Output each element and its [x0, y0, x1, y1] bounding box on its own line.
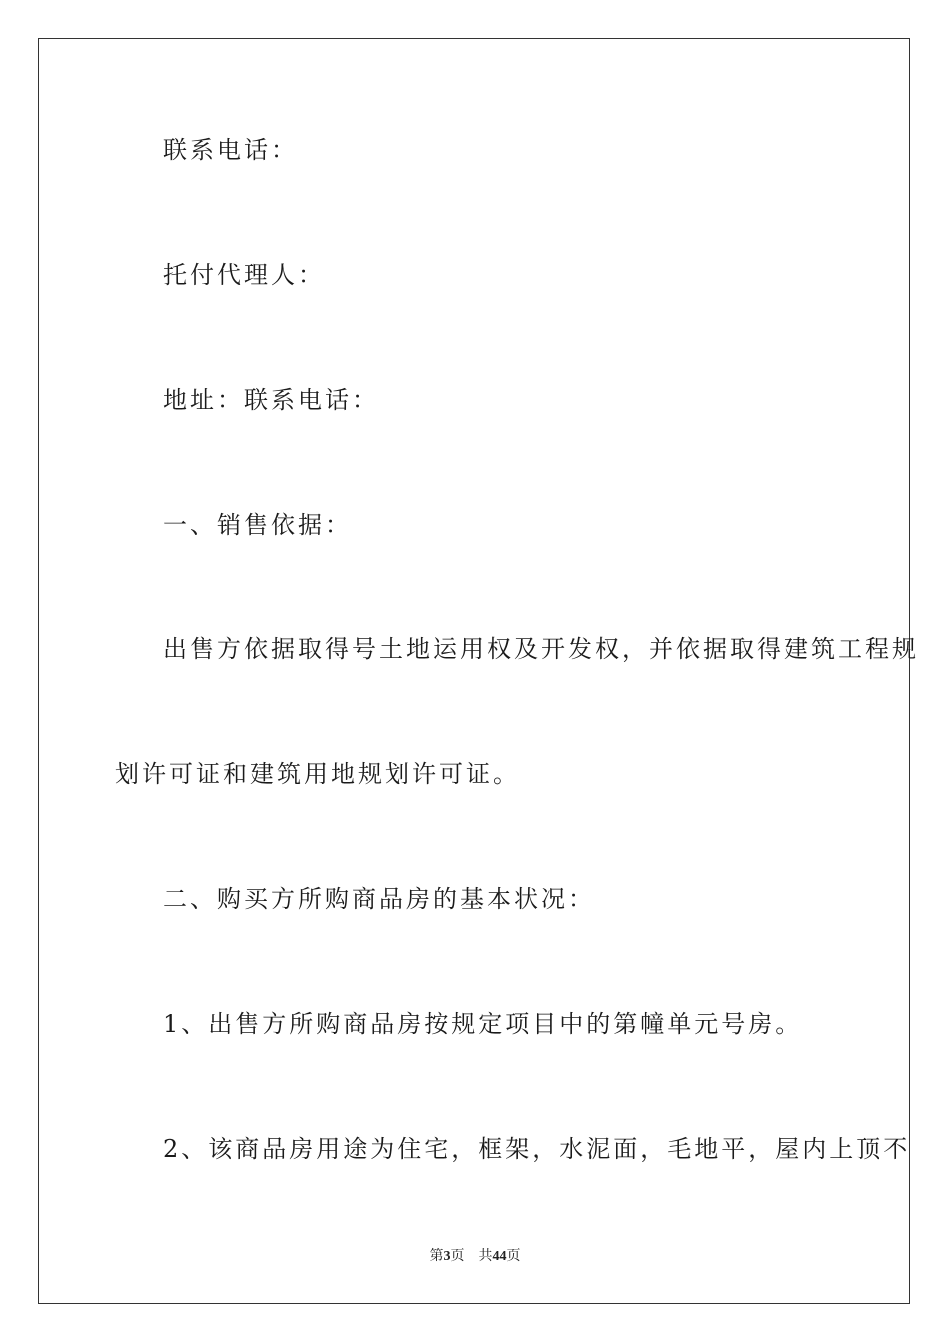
paragraph-sales-basis-line-2: 划许可证和建筑用地规划许可证。	[115, 760, 520, 788]
text-line-address: 地址：联系电话：	[163, 386, 379, 414]
section-heading-property-info: 二、购买方所购商品房的基本状况：	[163, 885, 595, 913]
footer-page-suffix: 页	[450, 1249, 465, 1264]
page-footer	[0, 1248, 950, 1266]
footer-total-prefix: 共	[478, 1249, 493, 1264]
paragraph-sales-basis-line-1: 出售方依据取得号土地运用权及开发权，并依据取得建筑工程规	[163, 635, 919, 663]
footer-page-number: 3	[443, 1249, 451, 1264]
list-item-2: 2、该商品房用途为住宅，框架，水泥面，毛地平，屋内上顶不	[163, 1135, 911, 1163]
footer-page-prefix: 第	[429, 1249, 444, 1264]
section-heading-sales-basis: 一、销售依据：	[163, 511, 352, 539]
footer-total-pages: 44	[492, 1249, 507, 1264]
text-line-agent: 托付代理人：	[163, 261, 325, 289]
list-item-1: 1、出售方所购商品房按规定项目中的第幢单元号房。	[163, 1010, 803, 1038]
page-border	[38, 38, 910, 1304]
text-line-contact-phone: 联系电话：	[163, 136, 298, 164]
footer-total-suffix: 页	[506, 1249, 521, 1264]
